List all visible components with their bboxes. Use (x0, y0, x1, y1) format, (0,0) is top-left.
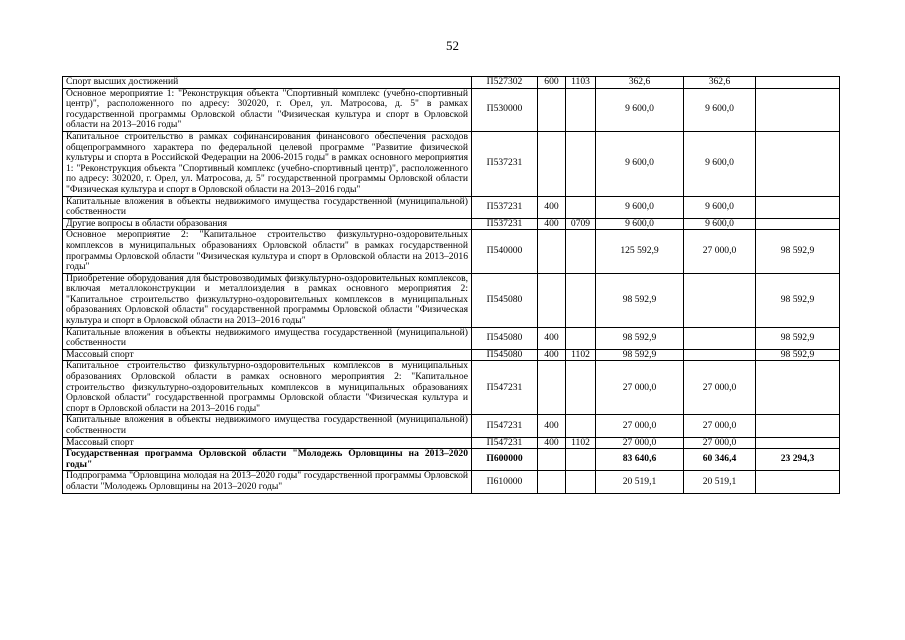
row-code-cell: П547231 (472, 437, 538, 449)
table-row (63, 415, 840, 437)
row-name-cell: Капитальные вложения в объекты недвижимого имущества государственной (муниципальной) собственности (63, 327, 472, 349)
row-total-cell: 83 640,6 (596, 449, 684, 471)
row-vr-cell: 400 (538, 218, 566, 230)
table-row (63, 471, 840, 493)
row-code-cell: П537231 (472, 218, 538, 230)
row-code-cell: П547231 (472, 415, 538, 437)
row-rz-cell: 1103 (566, 77, 596, 89)
row-total-cell: 9 600,0 (596, 88, 684, 131)
table-row (63, 327, 840, 349)
row-name-cell: Капитальные вложения в объекты недвижимого имущества государственной (муниципальной) собственности (63, 415, 472, 437)
row-code-cell: П610000 (472, 471, 538, 493)
row-vr-cell (538, 230, 566, 273)
row-rz-cell: 0709 (566, 218, 596, 230)
row-vr-cell: 400 (538, 415, 566, 437)
row-source1-cell: 60 346,4 (684, 449, 756, 471)
row-vr-cell: 400 (538, 327, 566, 349)
row-source2-cell (756, 437, 840, 449)
row-source1-cell (684, 349, 756, 361)
row-source1-cell: 362,6 (684, 77, 756, 89)
table-row (63, 77, 840, 89)
row-name-cell: Подпрограмма "Орловщина молодая на 2013–2020 годы" государственной программы Орловской области "Молодежь Орловщины на 2013–2020 годы" (63, 471, 472, 493)
row-code-cell: П600000 (472, 449, 538, 471)
row-source1-cell: 9 600,0 (684, 88, 756, 131)
row-name-cell: Массовый спорт (63, 349, 472, 361)
row-source2-cell (756, 361, 840, 415)
row-name-cell: Государственная программа Орловской области "Молодежь Орловщины на 2013–2020 годы" (63, 449, 472, 471)
row-total-cell: 98 592,9 (596, 327, 684, 349)
row-name-cell: Массовый спорт (63, 437, 472, 449)
row-vr-cell (538, 449, 566, 471)
table-row (63, 131, 840, 196)
row-rz-cell (566, 415, 596, 437)
row-vr-cell (538, 471, 566, 493)
row-vr-cell: 400 (538, 196, 566, 218)
table-row (63, 449, 840, 471)
row-total-cell: 362,6 (596, 77, 684, 89)
table-body (63, 77, 840, 494)
table-row (63, 230, 840, 273)
row-total-cell: 9 600,0 (596, 218, 684, 230)
row-source2-cell (756, 471, 840, 493)
row-total-cell: 98 592,9 (596, 273, 684, 327)
table-row (63, 349, 840, 361)
row-code-cell: П547231 (472, 361, 538, 415)
row-rz-cell: 1102 (566, 349, 596, 361)
row-vr-cell: 400 (538, 349, 566, 361)
table-row (63, 437, 840, 449)
row-source2-cell: 23 294,3 (756, 449, 840, 471)
row-rz-cell (566, 196, 596, 218)
row-name-cell: Капитальное строительство в рамках софинансирования финансового обеспечения расходов общепрограммного характера по федеральной целевой программе "Развитие физической культуры и спорта в Российской Федерации на 2006-2015 годы" в рамках основного мероприятия 1: "Реконструкция объекта "Спортивный комплекс (учебно-спортивный центр)", расположенного по адресу: 302020, г. Орел, ул. Матросова, д. 5" государственной программы Орловской области "Физическая культура и спорт в Орловской области на 2013–2016 годы" (63, 131, 472, 196)
row-total-cell: 125 592,9 (596, 230, 684, 273)
row-source2-cell (756, 77, 840, 89)
table-row (63, 273, 840, 327)
row-total-cell: 9 600,0 (596, 131, 684, 196)
row-rz-cell (566, 88, 596, 131)
table-row (63, 88, 840, 131)
row-total-cell: 27 000,0 (596, 437, 684, 449)
table-row (63, 361, 840, 415)
row-rz-cell (566, 327, 596, 349)
row-source1-cell: 27 000,0 (684, 437, 756, 449)
row-source2-cell (756, 415, 840, 437)
row-rz-cell (566, 471, 596, 493)
page-number: 52 (446, 38, 459, 53)
row-code-cell: П545080 (472, 273, 538, 327)
row-source1-cell: 9 600,0 (684, 218, 756, 230)
row-rz-cell (566, 361, 596, 415)
row-vr-cell (538, 273, 566, 327)
row-source2-cell: 98 592,9 (756, 230, 840, 273)
row-source2-cell (756, 196, 840, 218)
row-name-cell: Другие вопросы в области образования (63, 218, 472, 230)
row-source1-cell (684, 327, 756, 349)
row-code-cell: П537231 (472, 131, 538, 196)
row-code-cell: П527302 (472, 77, 538, 89)
row-source2-cell (756, 218, 840, 230)
row-code-cell: П545080 (472, 349, 538, 361)
row-name-cell: Спорт высших достижений (63, 77, 472, 89)
row-name-cell: Приобретение оборудования для быстровозводимых физкультурно-оздоровительных комплексов, включая металлоконструкции и металлоизделия в рамках основного мероприятия 2: "Капитальное строительство физкультурно-оздоровительных комплексов в муниципальных образованиях Орловской области" государственной программы Орловской области "Физическая культура и спорт в Орловской области на 2013–2016 годы" (63, 273, 472, 327)
table-row (63, 196, 840, 218)
row-total-cell: 20 519,1 (596, 471, 684, 493)
row-rz-cell (566, 449, 596, 471)
row-source1-cell (684, 273, 756, 327)
row-rz-cell: 1102 (566, 437, 596, 449)
row-source2-cell (756, 131, 840, 196)
row-source2-cell: 98 592,9 (756, 273, 840, 327)
row-rz-cell (566, 273, 596, 327)
row-source1-cell: 9 600,0 (684, 131, 756, 196)
row-source1-cell: 27 000,0 (684, 361, 756, 415)
budget-table (62, 76, 840, 494)
row-total-cell: 27 000,0 (596, 361, 684, 415)
row-name-cell: Основное мероприятие 1: "Реконструкция объекта "Спортивный комплекс (учебно-спортивный центр)", расположенного по адресу: 302020, г. Орел, ул. Матросова, д. 5" в рамках государственной программы Орловской области "Физическая культура и спорт в Орловской области на 2013–2016 годы" (63, 88, 472, 131)
row-code-cell: П530000 (472, 88, 538, 131)
row-code-cell: П545080 (472, 327, 538, 349)
row-source1-cell: 27 000,0 (684, 230, 756, 273)
row-vr-cell: 400 (538, 437, 566, 449)
row-source2-cell: 98 592,9 (756, 327, 840, 349)
row-total-cell: 98 592,9 (596, 349, 684, 361)
row-vr-cell: 600 (538, 77, 566, 89)
row-name-cell: Капитальное строительство физкультурно-оздоровительных комплексов в муниципальных образованиях Орловской области в рамках основного мероприятия 2: "Капитальное строительство физкультурно-оздоровительных комплексов в муниципальных образованиях Орловской области" государственной программы Орловской области "Физическая культура и спорт в Орловской области на 2013–2016 годы" (63, 361, 472, 415)
row-source1-cell: 9 600,0 (684, 196, 756, 218)
row-code-cell: П537231 (472, 196, 538, 218)
row-source1-cell: 27 000,0 (684, 415, 756, 437)
row-vr-cell (538, 361, 566, 415)
row-source1-cell: 20 519,1 (684, 471, 756, 493)
row-total-cell: 27 000,0 (596, 415, 684, 437)
table-row (63, 218, 840, 230)
row-rz-cell (566, 131, 596, 196)
row-name-cell: Капитальные вложения в объекты недвижимого имущества государственной (муниципальной) собственности (63, 196, 472, 218)
row-rz-cell (566, 230, 596, 273)
row-vr-cell (538, 131, 566, 196)
row-vr-cell (538, 88, 566, 131)
row-total-cell: 9 600,0 (596, 196, 684, 218)
row-code-cell: П540000 (472, 230, 538, 273)
row-name-cell: Основное мероприятие 2: "Капитальное строительство физкультурно-оздоровительных комплексов в муниципальных образованиях Орловской области" в рамках государственной программы Орловской области "Физическая культура и спорт в Орловской области на 2013–2016 годы" (63, 230, 472, 273)
row-source2-cell (756, 88, 840, 131)
row-source2-cell: 98 592,9 (756, 349, 840, 361)
